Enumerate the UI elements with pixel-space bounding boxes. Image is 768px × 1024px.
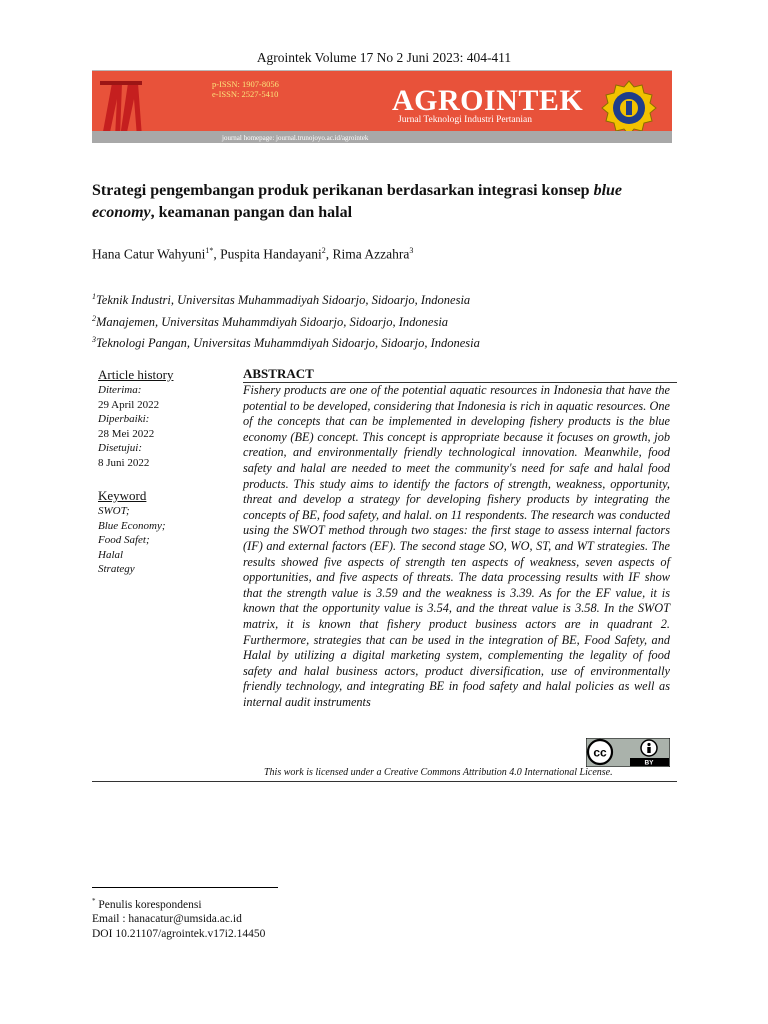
- by-badge-text: BY: [644, 759, 654, 767]
- affiliation-item: [92, 331, 480, 353]
- keyword-item: Food Safet;: [98, 534, 150, 546]
- affiliation-text: Teknologi Pangan, Universitas Muhammdiyah Sidoarjo, Sidoarjo, Indonesia: [96, 336, 480, 351]
- revised-label: Diperbaiki:: [98, 413, 150, 425]
- journal-banner: [92, 70, 672, 143]
- doi: DOI 10.21107/agrointek.v17i2.14450: [92, 927, 266, 940]
- affiliation-text: Manajemen, Universitas Muhammdiyah Sidoarjo, Sidoarjo, Indonesia: [96, 314, 449, 329]
- journal-logo-icon: [98, 77, 144, 139]
- affiliation-list: [92, 288, 480, 353]
- footnote-sup: *: [92, 897, 96, 905]
- article-title: [92, 180, 677, 224]
- affiliation-text: Teknik Industri, Universitas Muhammadiyah Sidoarjo, Sidoarjo, Indonesia: [96, 293, 471, 308]
- abstract-bottom-divider: [92, 781, 677, 782]
- received-date: 29 April 2022: [98, 398, 160, 411]
- author-sup: 1*: [205, 246, 214, 255]
- p-issn: p-ISSN: 1907-8056: [212, 79, 279, 89]
- keyword-item: Halal: [98, 548, 124, 561]
- journal-homepage: journal homepage: journal.trunojoyo.ac.id/agrointek: [222, 134, 369, 142]
- keyword-item: SWOT;: [98, 505, 130, 517]
- banner-footer-strip: [92, 131, 672, 143]
- journal-name: AGROINTEK: [392, 84, 584, 117]
- author-list: Hana Catur Wahyuni$^{1*}$, Puspita Handayani$^2$, Rima Azzahra$^3$: [92, 246, 414, 262]
- journal-header: Agrointek Volume 17 No 2 Juni 2023: 404-411: [256, 50, 512, 65]
- corresponding-label: Penulis korespondensi: [98, 898, 202, 911]
- title-part-2: , keamanan pangan dan halal: [150, 204, 353, 221]
- title-part-1: Strategi pengembangan produk perikanan berdasarkan integrasi konsep: [92, 182, 594, 199]
- author-sup: 2: [321, 246, 326, 255]
- license-text: This work is licensed under a Creative Commons Attribution 4.0 International License.: [264, 767, 613, 778]
- affiliation-sup: 2: [92, 313, 96, 323]
- cc-badge-text: cc: [593, 745, 607, 760]
- affiliation-item: [92, 310, 480, 332]
- affiliation-sup: 1: [92, 292, 96, 301]
- cc-by-license-badge[interactable]: [586, 738, 670, 767]
- accepted-label: Disetujui:: [98, 442, 142, 454]
- article-history-heading: Article history: [98, 367, 174, 382]
- revised-date: 28 Mei 2022: [98, 427, 155, 440]
- affiliation-sup: 3: [92, 335, 96, 345]
- university-seal-icon: [600, 79, 658, 137]
- keyword-item: Strategy: [98, 563, 135, 575]
- issn-block: [212, 80, 279, 99]
- author-name: Hana Catur Wahyuni: [92, 246, 206, 262]
- keyword-block: [98, 488, 233, 577]
- received-label: Diterima:: [98, 384, 142, 396]
- journal-subtitle: Jurnal Teknologi Industri Pertanian: [398, 115, 532, 125]
- keyword-item: Blue Economy;: [98, 519, 166, 532]
- footnotes: [92, 894, 265, 941]
- e-issn: e-ISSN: 2527-5410: [212, 88, 279, 99]
- author-name: Puspita Handayani: [220, 246, 322, 262]
- footnote-divider: [92, 887, 278, 888]
- accepted-date: 8 Juni 2022: [98, 456, 150, 469]
- corresponding-email: Email : hanacatur@umsida.ac.id: [92, 913, 242, 926]
- title-italic: blue economy: [92, 182, 623, 221]
- keyword-heading: Keyword: [98, 488, 147, 503]
- corresponding-note: [92, 894, 265, 912]
- abstract-body: Fishery products are one of the potential aquatic resources in Indonesia that have the potential to be developed, considering that Indonesia is rich in aquatic resources. One of the concepts that can be implemented in developing fishery products is the blue economy (BE) concept. This concept is appropriate because it focuses on growth, job creation, and environmentally friendly technological innovation. Meanwhile, food safety and halal are needed to meet the community's need for safe and halal food products. This study aims to identify the factors of strength, weakness, opportunity, threat and develop a strategy for developing fishery products by integrating the concepts of BE, food safety, and halal. on 11 respondents. The research was conducted using the SWOT method through two stages: the first stage to assess internal factors (IF) and external factors (EF). The second stage SO, WO, ST, and WT strategies. The results showed five aspects of strength ten aspects of weakness, seven aspects of opportunities, and five aspects of threats. The data processing results with IF show that the strength value is 3.59 and the weakness is 3.39. As for the EF value, it is known that the opportunity value is 3.54, and the threat value is 3.58. In the SWOT matrix, it is known that fishery product business actors are in quadrant 2. Furthermore, strategies that can be used in the integration of BE, Food Safety, and Halal by utilizing a digital marketing system, complementing the legality of food safety and halal business actors, product diversification, use of environmentally friendly technology, and integrating BE in food safety and halal policies as well as internal audit instruments: [243, 383, 670, 709]
- affiliation-item: [92, 288, 480, 310]
- author-sup: 3: [409, 246, 414, 255]
- abstract-heading: ABSTRACT: [243, 366, 314, 381]
- article-sidebar: [98, 367, 233, 577]
- author-name: Rima Azzahra: [332, 246, 410, 262]
